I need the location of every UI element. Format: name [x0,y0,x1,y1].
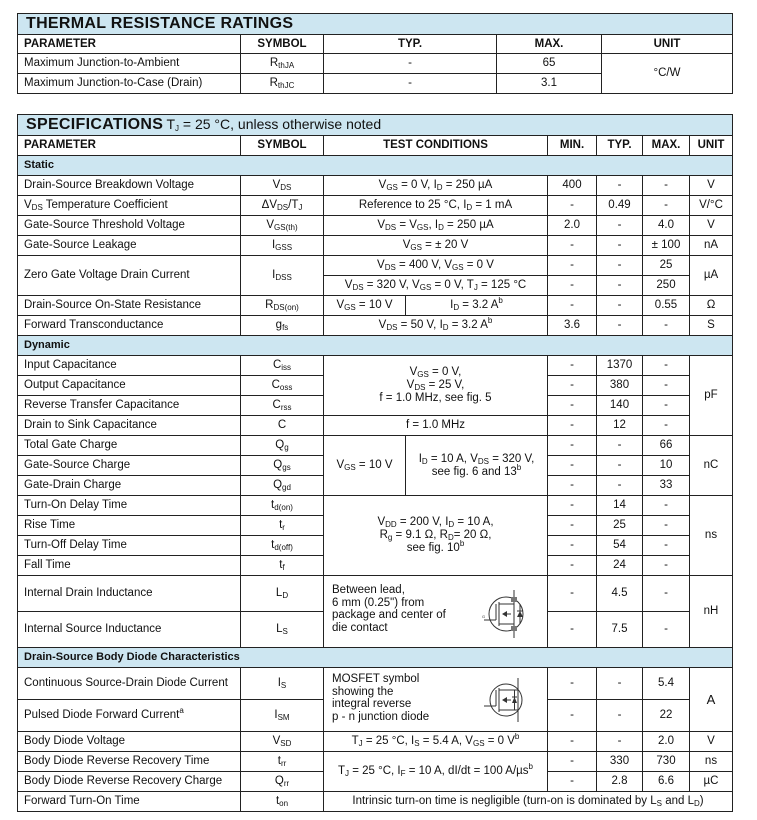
test-condition: $V_{GS} = 10$ V [324,296,406,316]
typ-value: - [597,476,643,496]
typ-value: - [597,732,643,752]
max-value: 66 [643,436,690,456]
test-condition: Between lead, 6 mm (0.25") from package and center of die contact G [324,576,548,648]
max-value: - [643,536,690,556]
unit: V [690,176,733,196]
max-value: - [643,356,690,376]
parameter: Gate-Drain Charge [18,476,241,496]
typ-value: 25 [597,516,643,536]
symbol: $t_{on}$ [241,792,324,812]
symbol: $V_{DS}$ [241,176,324,196]
min-value: - [548,196,597,216]
col-parameter: PARAMETER [18,35,241,54]
col-typ: TYP. [597,136,643,156]
symbol: $Q_{gs}$ [241,456,324,476]
symbol: $Q_g$ [241,436,324,456]
thermal-title: THERMAL RESISTANCE RATINGS [18,14,733,35]
parameter: Total Gate Charge [18,436,241,456]
col-symbol: SYMBOL [241,136,324,156]
symbol: $L_D$ [241,576,324,612]
parameter: Body Diode Reverse Recovery Charge [18,772,241,792]
unit: V [690,732,733,752]
table-row [18,792,733,812]
min-value: 3.6 [548,316,597,336]
symbol: $I_{DSS}$ [241,256,324,296]
min-value: - [548,236,597,256]
parameter: Body Diode Reverse Recovery Time [18,752,241,772]
symbol: $R_{DS(on)}$ [241,296,324,316]
table-row [18,732,733,752]
max-value: - [643,516,690,536]
table-row [18,296,733,316]
test-condition: $I_D = 10$ A, $V_{DS} = 320$ V, see fig. 6 and 13$^b$ [406,436,548,496]
parameter: Input Capacitance [18,356,241,376]
typ-value: - [597,216,643,236]
table-row [18,752,733,772]
table-row [18,54,733,74]
col-max: MAX. [643,136,690,156]
min-value: - [548,752,597,772]
symbol: $I_{SM}$ [241,700,324,732]
symbol: $R_{thJC}$ [241,74,324,94]
table-row [18,236,733,256]
typ-value: 4.5 [597,576,643,612]
max-value: - [643,396,690,416]
min-value: - [548,376,597,396]
test-condition: Intrinsic turn-on time is negligible (turn-on is dominated by $L_S$ and $L_D$) [324,792,733,812]
max-value: 250 [643,276,690,296]
typ-value: - [597,436,643,456]
col-min: MIN. [548,136,597,156]
max-value: 65 [497,54,602,74]
min-value: 2.0 [548,216,597,236]
symbol: $t_{d(off)}$ [241,536,324,556]
unit: nC [690,436,733,496]
max-value: - [643,496,690,516]
unit: V/°C [690,196,733,216]
unit: Ω [690,296,733,316]
typ-value: 54 [597,536,643,556]
min-value: - [548,476,597,496]
min-value: - [548,700,597,732]
symbol: $t_{rr}$ [241,752,324,772]
parameter: Rise Time [18,516,241,536]
col-typ: TYP. [324,35,497,54]
typ-value: 140 [597,396,643,416]
typ-value: - [324,54,497,74]
max-value: - [643,612,690,648]
symbol: $Q_{rr}$ [241,772,324,792]
unit: µC [690,772,733,792]
max-value: ± 100 [643,236,690,256]
max-value: 0.55 [643,296,690,316]
unit: pF [690,356,733,436]
test-condition: $V_{DD} = 200$ V, $I_D = 10$ A, $R_g = 9.1$ Ω, $R_D= 20$ Ω, see fig. 10$^b$ [324,496,548,576]
section-static: Static [18,156,733,176]
symbol: $R_{thJA}$ [241,54,324,74]
test-condition: $V_{DS} = 320$ V, $V_{GS} = 0$ V, $T_J = 125$ °C [324,276,548,296]
table-row [18,576,733,612]
col-test-conditions: TEST CONDITIONS [324,136,548,156]
table-row [18,216,733,236]
max-value: 2.0 [643,732,690,752]
min-value: - [548,356,597,376]
min-value: - [548,436,597,456]
max-value: - [643,316,690,336]
parameter: Forward Transconductance [18,316,241,336]
min-value: - [548,772,597,792]
parameter: Zero Gate Voltage Drain Current [18,256,241,296]
typ-value: - [597,456,643,476]
symbol: $L_S$ [241,612,324,648]
unit: V [690,216,733,236]
min-value: - [548,556,597,576]
parameter: $V_{DS}$ Temperature Coefficient [18,196,241,216]
symbol: C [241,416,324,436]
symbol: $Q_{gd}$ [241,476,324,496]
unit: A [690,668,733,732]
symbol: $t_f$ [241,556,324,576]
table-row [18,176,733,196]
test-condition: MOSFET symbol showing the integral reverse p - n junction diode [324,668,548,732]
test-condition: $V_{DS} = V_{GS}$, $I_D = 250$ µA [324,216,548,236]
max-value: - [643,376,690,396]
specs-title: SPECIFICATIONS $T_J = 25$ °C, unless otherwise noted [18,115,733,136]
typ-value: - [597,256,643,276]
typ-value: 0.49 [597,196,643,216]
typ-value: 14 [597,496,643,516]
parameter: Drain-Source Breakdown Voltage [18,176,241,196]
test-condition: $I_D = 3.2$ $A^b$ [406,296,548,316]
max-value: 730 [643,752,690,772]
min-value: - [548,396,597,416]
typ-value: - [597,236,643,256]
typ-value: - [597,276,643,296]
parameter: Continuous Source-Drain Diode Current [18,668,241,700]
typ-value: 380 [597,376,643,396]
min-value: - [548,576,597,612]
parameter: Output Capacitance [18,376,241,396]
table-row [18,356,733,376]
parameter: Body Diode Voltage [18,732,241,752]
parameter: Maximum Junction-to-Case (Drain) [18,74,241,94]
section-body-diode: Drain-Source Body Diode Characteristics [18,648,733,668]
typ-value: 24 [597,556,643,576]
typ-value: 2.8 [597,772,643,792]
symbol: $\Delta V_{DS}/T_J$ [241,196,324,216]
parameter: Drain to Sink Capacitance [18,416,241,436]
max-value: - [643,196,690,216]
specifications-table [17,114,733,812]
max-value: - [643,176,690,196]
parameter: Gate-Source Threshold Voltage [18,216,241,236]
thermal-resistance-table [17,13,733,94]
symbol: $C_{iss}$ [241,356,324,376]
min-value: - [548,516,597,536]
section-dynamic: Dynamic [18,336,733,356]
test-condition: $V_{GS}$ = ± 20 V [324,236,548,256]
max-value: 33 [643,476,690,496]
unit: °C/W [602,54,733,94]
symbol: $t_{d(on)}$ [241,496,324,516]
max-value: 25 [643,256,690,276]
typ-value: - [597,176,643,196]
unit: S [690,316,733,336]
typ-value: 12 [597,416,643,436]
max-value: 10 [643,456,690,476]
test-condition: f = 1.0 MHz [324,416,548,436]
parameter: Gate-Source Charge [18,456,241,476]
min-value: - [548,416,597,436]
parameter: Gate-Source Leakage [18,236,241,256]
test-condition: $T_J = 25$ °C, $I_F = 10$ A, dI/dt = 100 A/µs$^b$ [324,752,548,792]
typ-value: - [597,668,643,700]
max-value: 6.6 [643,772,690,792]
table-row [18,256,733,276]
typ-value: - [597,316,643,336]
symbol: $t_r$ [241,516,324,536]
min-value: - [548,496,597,516]
min-value: - [548,256,597,276]
table-row [18,668,733,700]
parameter: Internal Drain Inductance [18,576,241,612]
test-condition: $T_J = 25$ °C, $I_S = 5.4$ A, $V_{GS} = 0$ $V^b$ [324,732,548,752]
max-value: - [643,416,690,436]
typ-value: 330 [597,752,643,772]
max-value: - [643,556,690,576]
test-condition: $V_{GS} = 10$ V [324,436,406,496]
symbol: $g_{fs}$ [241,316,324,336]
test-condition: $V_{GS} = 0$ V, $V_{DS} = 25$ V, f = 1.0 MHz, see fig. 5 [324,356,548,416]
unit: nA [690,236,733,256]
parameter: Pulsed Diode Forward Current$^a$ [18,700,241,732]
svg-text:G: G [482,614,486,619]
col-symbol: SYMBOL [241,35,324,54]
parameter: Turn-Off Delay Time [18,536,241,556]
symbol: $C_{oss}$ [241,376,324,396]
col-max: MAX. [497,35,602,54]
parameter: Drain-Source On-State Resistance [18,296,241,316]
max-value: - [643,576,690,612]
parameter: Fall Time [18,556,241,576]
unit: ns [690,752,733,772]
parameter: Forward Turn-On Time [18,792,241,812]
typ-value: 7.5 [597,612,643,648]
col-unit: UNIT [690,136,733,156]
min-value: - [548,612,597,648]
symbol: $I_S$ [241,668,324,700]
parameter: Reverse Transfer Capacitance [18,396,241,416]
mosfet-symbol-icon [482,590,532,638]
col-unit: UNIT [602,35,733,54]
min-value: - [548,456,597,476]
typ-value: - [597,296,643,316]
symbol: $C_{rss}$ [241,396,324,416]
max-value: 3.1 [497,74,602,94]
test-condition: Reference to 25 °C, $I_D = 1$ mA [324,196,548,216]
symbol: $I_{GSS}$ [241,236,324,256]
unit: µA [690,256,733,296]
unit: nH [690,576,733,648]
table-row [18,496,733,516]
min-value: - [548,276,597,296]
table-row [18,196,733,216]
test-condition: $V_{DS} = 400$ V, $V_{GS} = 0$ V [324,256,548,276]
test-condition: $V_{DS} = 50$ V, $I_D = 3.2$ $A^b$ [324,316,548,336]
parameter: Turn-On Delay Time [18,496,241,516]
parameter: Maximum Junction-to-Ambient [18,54,241,74]
symbol: $V_{GS(th)}$ [241,216,324,236]
symbol: $V_{SD}$ [241,732,324,752]
table-row [18,416,733,436]
min-value: - [548,536,597,556]
max-value: 5.4 [643,668,690,700]
typ-value: - [597,700,643,732]
min-value: - [548,296,597,316]
max-value: 4.0 [643,216,690,236]
table-row [18,436,733,456]
unit: ns [690,496,733,576]
col-parameter: PARAMETER [18,136,241,156]
min-value: - [548,668,597,700]
test-condition: $V_{GS} = 0$ V, $I_D = 250$ µA [324,176,548,196]
typ-value: 1370 [597,356,643,376]
min-value: 400 [548,176,597,196]
max-value: 22 [643,700,690,732]
table-row [18,316,733,336]
parameter: Internal Source Inductance [18,612,241,648]
mosfet-diode-symbol-icon [484,678,530,722]
min-value: - [548,732,597,752]
typ-value: - [324,74,497,94]
